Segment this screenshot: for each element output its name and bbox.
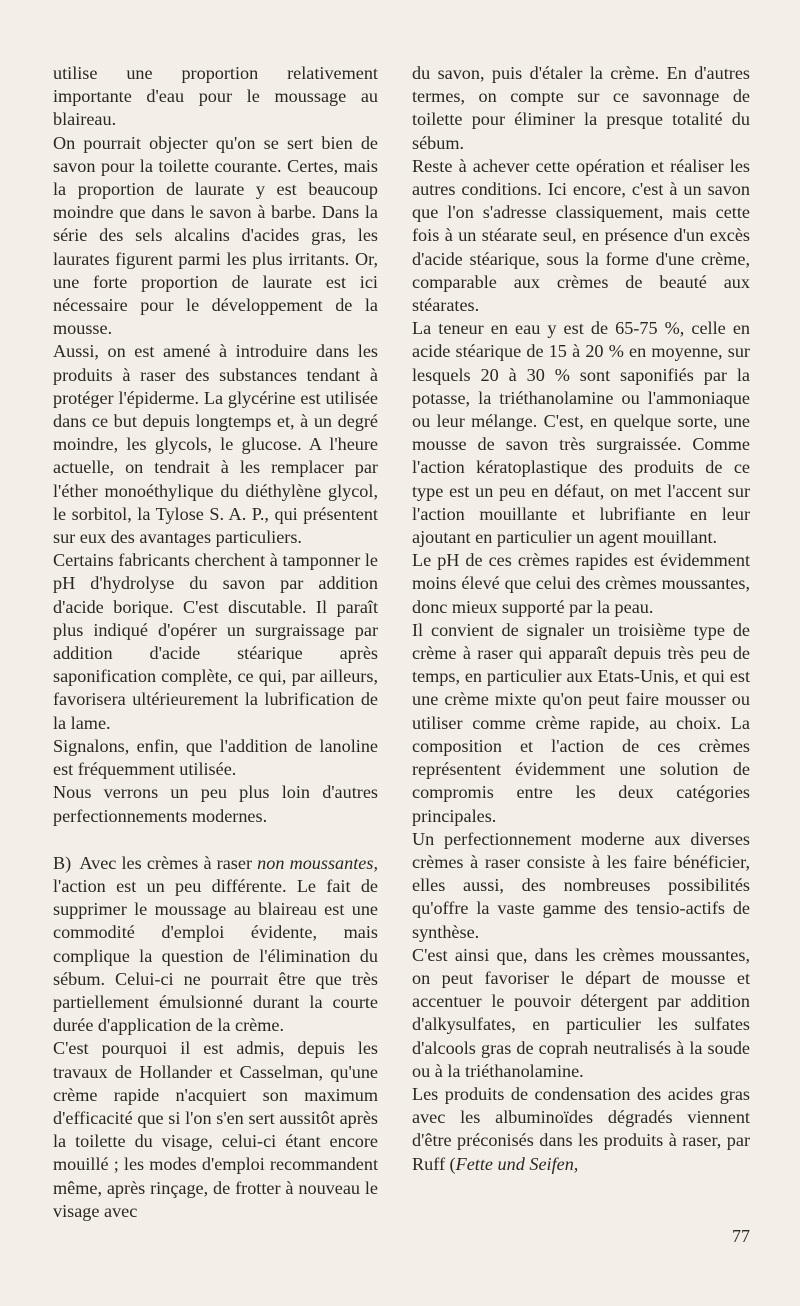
journal-title: Fette und Seifen, [455, 1153, 579, 1174]
left-column [53, 62, 378, 1223]
right-column [412, 62, 750, 1176]
paragraph [412, 1083, 750, 1176]
paragraph: Il convient de signaler un troisième type de crème à raser qui apparaît depuis très peu de temps, en particulier aux Etats-Unis, et qui est une crème mixte qu'on peut faire mousser ou utiliser comme crème rapide, au choix. La composition et l'action de ces crèmes représentent évidemment une solution de compromis entre les deux catégories principales. [412, 619, 750, 826]
last-paragraph-text: Les produits de condensation des acides gras avec les albuminoïdes dégradés viennent d'être préconisés dans les produits à raser, par Ruff ( [412, 1083, 750, 1174]
paragraph: utilise une proportion relativement importante d'eau pour le moussage au blaireau. [53, 63, 378, 130]
section-label: B) [53, 852, 72, 873]
paragraph: Le pH de ces crèmes rapides est évidemment moins élevé que celui des crèmes moussantes, donc mieux supporté par la peau. [412, 550, 750, 617]
paragraph: Certains fabricants cherchent à tamponner le pH d'hydrolyse du savon par addition d'acide borique. C'est discutable. Il paraît plus indiqué d'opérer un surgraissage par addition d'acide stéarique après saponification complète, ce qui, par ailleurs, favorisera ultérieurement la lubrification de la lame. [53, 550, 378, 733]
paragraph: Nous verrons un peu plus loin d'autres perfectionnements modernes. [53, 782, 378, 826]
paragraph: On pourrait objecter qu'on se sert bien de savon pour la toilette courante. Certes, mais la proportion de laurate y est beaucoup moindre que dans le savon à barbe. Dans la série des sels alcalins d'acides gras, les laurates figurent parmi les plus irritants. Or, une forte proportion de laurate est ici nécessaire pour le développement de la mousse. [53, 132, 378, 339]
paragraph: C'est pourquoi il est admis, depuis les travaux de Hollander et Casselman, qu'une crème rapide n'acquiert son maximum d'efficacité que si l'on s'en sert aussitôt après la toilette du visage, celui-ci étant encore mouillé ; les modes d'emploi recommandent même, après rinçage, de frotter à nouveau le visage avec [53, 1038, 378, 1221]
section-b-intro: Avec les crèmes à raser [79, 852, 253, 873]
paragraph: Reste à achever cette opération et réaliser les autres conditions. Ici encore, c'est à un savon que l'on s'adresse classiquement, mais cette fois à un stéarate seul, en présence d'un excès d'acide stéarique, sous la forme d'une crème, comparable aux crèmes de beauté aux stéarates. [412, 155, 750, 316]
paragraph: Aussi, on est amené à introduire dans les produits à raser des substances tendant à protéger l'épiderme. La glycérine est utilisée dans ce but depuis longtemps et, à un degré moindre, les glycols, le glucose. A l'heure actuelle, on tendrait à les remplacer par l'éther monoéthylique du diéthylène glycol, le sorbitol, la Tylose S. A. P., qui présentent sur eux des avantages particuliers. [53, 341, 378, 548]
paragraph: La teneur en eau y est de 65-75 %, celle en acide stéarique de 15 à 20 % en moyenne, sur lesquels 20 à 30 % sont saponifiés par la potasse, la triéthanolamine ou l'ammoniaque ou leur mélange. C'est, en quelque sorte, une mousse de savon très surgraissée. Comme l'action kératoplastique des produits de ce type est un peu en défaut, on met l'accent sur l'action mouillante et lubrifiante en leur ajoutant en particulier un agent mouillant. [412, 318, 750, 548]
section-b-paragraph [53, 852, 378, 1038]
paragraph: C'est ainsi que, dans les crèmes moussantes, on peut favoriser le départ de mousse et accentuer le pouvoir détergent par addition d'alkysulfates, en particulier les sulfates d'alcools gras de coprah neutralisés à la soude ou à la triéthanolamine. [412, 944, 750, 1081]
section-b-rest: l'action est un peu différente. Le fait de supprimer le moussage au blaireau est une commodité d'emploi évidente, mais complique la question de l'élimination du sébum. Celui-ci ne pourrait être que très partiellement émulsionné durant la courte durée d'application de la crème. [53, 875, 378, 1036]
paragraph: du savon, puis d'étaler la crème. En d'autres termes, on compte sur ce savonnage de toilette pour éliminer la presque totalité du sébum. [412, 63, 750, 153]
paragraph: Signalons, enfin, que l'addition de lanoline est fréquemment utilisée. [53, 735, 378, 780]
paragraph: Un perfectionnement moderne aux diverses crèmes à raser consiste à les faire bénéficier, elles aussi, des nombreuses possibilités qu'offre la vaste gamme des tensio-actifs de synthèse. [412, 828, 750, 942]
page-number: 77 [732, 1226, 750, 1246]
emphasis-text: non moussantes, [257, 852, 378, 873]
